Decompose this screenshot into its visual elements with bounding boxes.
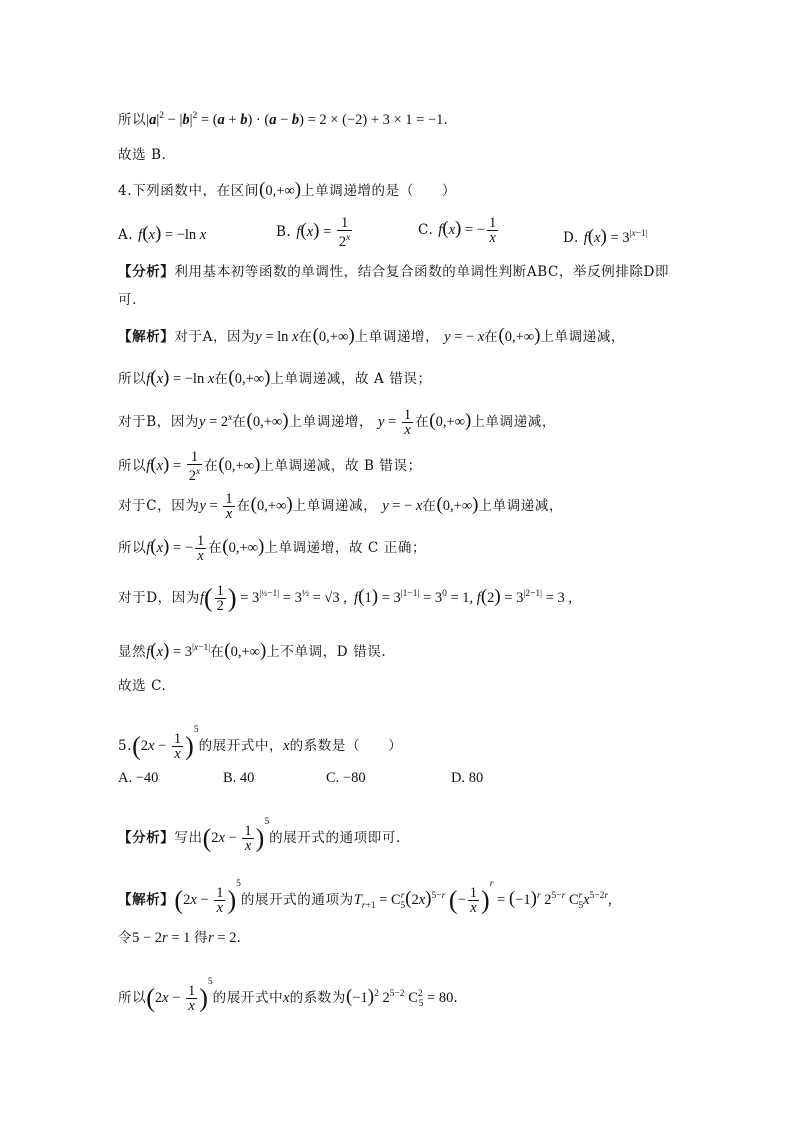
answer-line-q3: 故选 B. <box>118 147 167 163</box>
question-4-options <box>118 215 718 252</box>
option-b: B. 40 <box>223 770 255 786</box>
solution-4-line-3: 对于B，因为$y = 2^x$在(0,+∞)上单调递增， y = $\frac{1}{x}$ 在(0,+∞)上单调递减， <box>118 407 556 438</box>
analysis-5-line: 【分析】写出(2x − $\frac{1}{x}$ )$^5$的展开式的通项即可. <box>118 817 401 855</box>
option-b: B. f(x) = $\frac{1}{2^x}$ <box>276 215 351 250</box>
solution-5-line-1: 【解析】(2x − $\frac{1}{x}$ )$^5$的展开式的通项为$T_{r+1} = C^r_5(2x)^{5-r}$ (− $\frac{1}{x}$ )$^r = (-1)^r$ $2^{5-r}$ $C^r_5x^{5-2r}$, <box>118 879 612 917</box>
solution-4-line-7: 对于D，因为f( $\frac{1}{2}$ ) = $3^{|\frac{1}{2}-1|} = 3^{\frac{1}{2}} = √3$ , $f(1) = 3^{|1-1|} = 3^0 = 1$, $f(2) = 3^{|2-1|} = 3$ , <box>118 583 573 614</box>
solution-4-line-1: 【解析】对于A，因为y = ln x在(0,+∞)上单调递增， y = − x在(0,+∞)上单调递减， <box>118 325 626 346</box>
solution-4-line-2: 所以f(x) = −ln x在(0,+∞)上单调递减，故 A 错误； <box>118 367 432 388</box>
question-5-options <box>118 768 718 790</box>
solution-5-line-2: 令5 − 2r = 1 得r = 2. <box>118 930 242 946</box>
option-a: A. f(x) = −ln x <box>118 223 207 244</box>
analysis-4-line-1: 【分析】利用基本初等函数的单调性，结合复合函数的单调性判断ABC，举反例排除D即 <box>118 264 670 280</box>
solution-4-line-6: 所以f(x) = − $\frac{1}{x}$ 在(0,+∞)上单调递增，故 C 正确； <box>118 533 427 564</box>
option-c: C. −80 <box>326 770 366 786</box>
answer-line-q4: 故选 C. <box>118 678 167 694</box>
question-5-stem: 5.(2x − $\frac{1}{x}$ )$^5$的展开式中，x的系数是（ ） <box>118 725 403 763</box>
solution-5-line-3: 所以(2x − $\frac{1}{x}$ )$^5$的展开式中x的系数为$(-1)^2$ $2^{5-2}$ $C^2_5 = 80$. <box>118 977 459 1015</box>
option-c: C. f(x) = − $\frac{1}{x}$ <box>418 215 497 246</box>
solution-4-line-5: 对于C，因为y = $\frac{1}{x}$ 在(0,+∞)上单调递减， y = − x在(0,+∞)上单调递减， <box>118 491 564 522</box>
option-d: D. 80 <box>451 770 484 786</box>
option-d: D. $f(x) = 3^{|x-1|}$ <box>563 225 648 247</box>
option-a: A. −40 <box>118 770 159 786</box>
solution-4-line-4: 所以f(x) = $\frac{1}{2^x}$ 在(0,+∞)上单调递减，故 B 错误； <box>118 449 422 484</box>
vector-equation: $|a|^2 - |b|^2 = (a + b) \cdot (a - b) = 2 \times (-2) + 3 \times 1 = -1$ <box>146 111 444 128</box>
solution-4-line-8: 显然$f(x) = 3^{|x-1|}$在(0,+∞)上不单调，D 错误. <box>118 639 387 661</box>
question-4-stem: 4.下列函数中，在区间(0,+∞)上单调递增的是（ ） <box>118 179 457 200</box>
analysis-4-line-2: 可. <box>118 292 137 308</box>
vector-result-line: 所以$|a|^2 - |b|^2 = (a + b) \cdot (a - b) = 2 \times (-2) + 3 \times 1 = -1$. <box>118 111 449 128</box>
